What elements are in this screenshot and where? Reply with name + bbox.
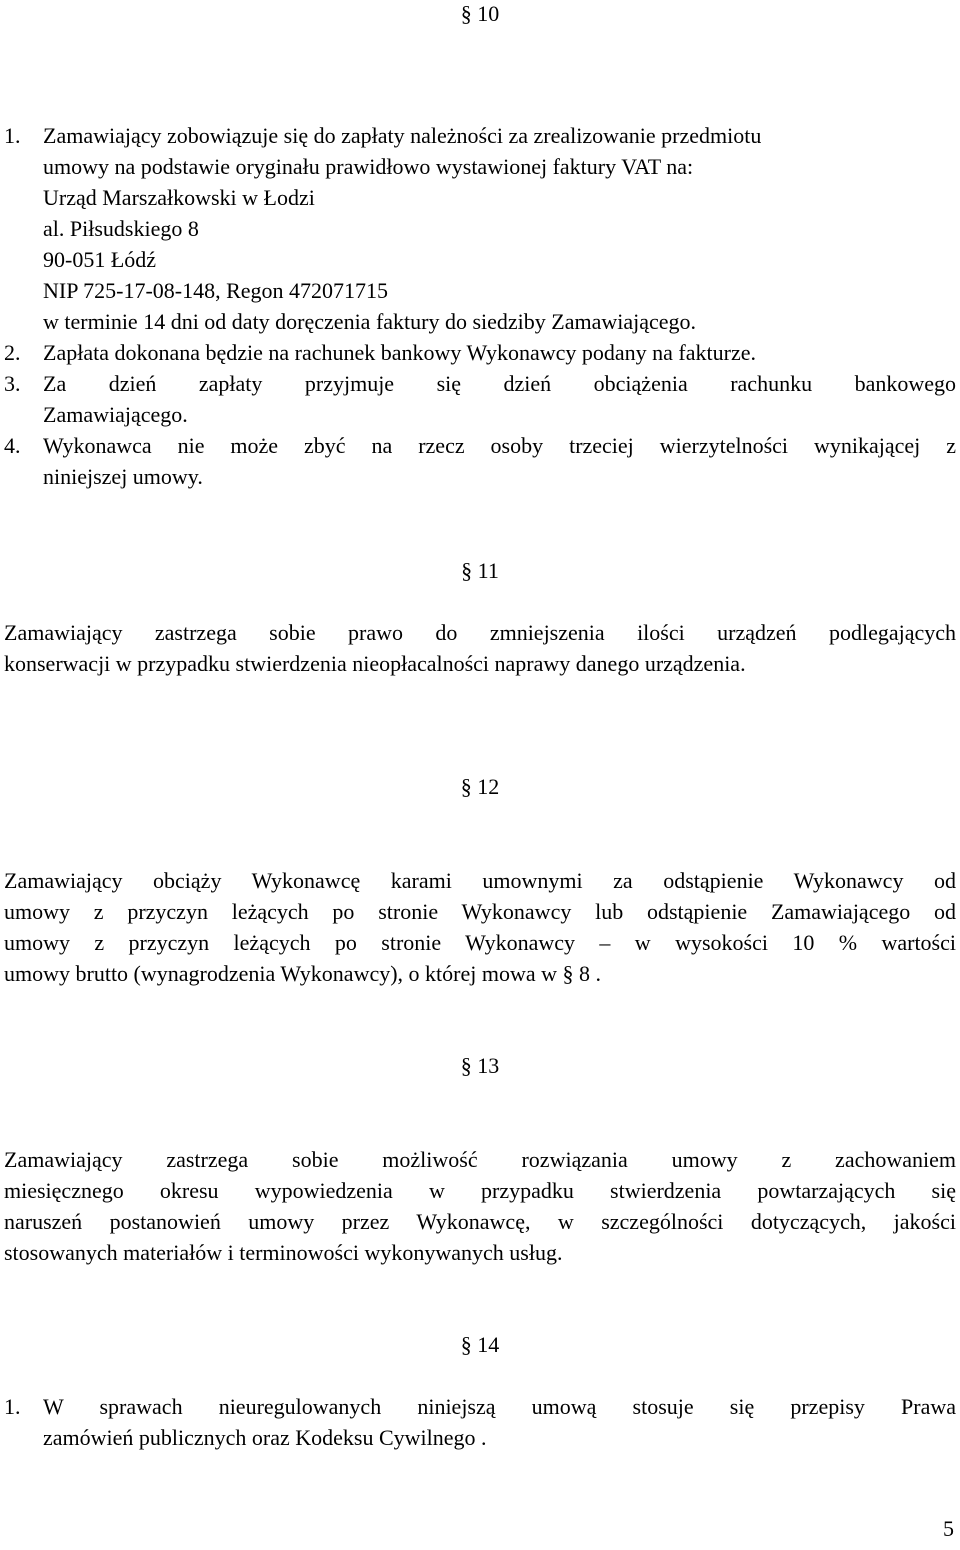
section-10-item-1	[4, 120, 956, 337]
section-10-item-2	[4, 337, 956, 368]
item-text	[43, 120, 956, 337]
section-heading-14: § 14	[460, 1332, 500, 1357]
section-10-item-3	[4, 368, 956, 430]
item-text	[43, 1391, 956, 1453]
section-14-item-1	[4, 1391, 956, 1453]
page-number: 5	[943, 1516, 954, 1541]
text-line: umowy brutto (wynagrodzenia Wykonawcy), o której mowa w § 8 .	[4, 961, 602, 986]
item-text	[43, 337, 956, 368]
text-line: Zamawiający zobowiązuje się do zapłaty należności za zrealizowanie przedmiotu	[43, 123, 762, 148]
text-line: Zamawiającego.	[43, 402, 188, 427]
item-text	[43, 368, 956, 430]
text-line: miesięcznego okresu wypowiedzenia w przypadku stwierdzenia powtarzających się	[4, 1178, 956, 1203]
item-number: 1.	[4, 1394, 21, 1419]
text-line: Urząd Marszałkowski w Łodzi	[43, 185, 315, 210]
section-10-item-4	[4, 430, 956, 492]
section-12-paragraph	[4, 865, 956, 989]
text-line: niniejszej umowy.	[43, 464, 203, 489]
section-heading-12: § 12	[460, 774, 500, 799]
section-heading-13: § 13	[460, 1053, 500, 1078]
text-line: naruszeń postanowień umowy przez Wykonawcę, w szczególności dotyczących, jakości	[4, 1209, 956, 1234]
text-line: zamówień publicznych oraz Kodeksu Cywilnego .	[43, 1425, 487, 1450]
text-line: Wykonawca nie może zbyć na rzecz osoby trzeciej wierzytelności wynikającej z	[43, 433, 956, 458]
text-line: stosowanych materiałów i terminowości wykonywanych usług.	[4, 1240, 563, 1265]
text-line: Zamawiający zastrzega sobie możliwość rozwiązania umowy z zachowaniem	[4, 1147, 956, 1172]
text-line: umowy z przyczyn leżących po stronie Wykonawcy – w wysokości 10 % wartości	[4, 930, 956, 955]
section-heading-11: § 11	[461, 558, 499, 583]
text-line: umowy z przyczyn leżących po stronie Wykonawcy lub odstąpienie Zamawiającego od	[4, 899, 956, 924]
text-line: umowy na podstawie oryginału prawidłowo wystawionej faktury VAT na:	[43, 154, 694, 179]
item-text	[43, 430, 956, 492]
item-number: 4.	[4, 433, 21, 458]
section-11-paragraph	[4, 617, 956, 679]
item-number: 3.	[4, 371, 21, 396]
text-line: al. Piłsudskiego 8	[43, 216, 199, 241]
text-line: 90-051 Łódź	[43, 247, 157, 272]
text-line: Zapłata dokonana będzie na rachunek bankowy Wykonawcy podany na fakturze.	[43, 340, 756, 365]
text-line: NIP 725-17-08-148, Regon 472071715	[43, 278, 389, 303]
item-number: 2.	[4, 340, 21, 365]
section-heading-10: § 10	[460, 1, 500, 26]
text-line: konserwacji w przypadku stwierdzenia nieopłacalności naprawy danego urządzenia.	[4, 651, 746, 676]
text-line: W sprawach nieuregulowanych niniejszą umową stosuje się przepisy Prawa	[43, 1394, 956, 1419]
text-line: Zamawiający zastrzega sobie prawo do zmniejszenia ilości urządzeń podlegających	[4, 620, 956, 645]
text-line: Zamawiający obciąży Wykonawcę karami umownymi za odstąpienie Wykonawcy od	[4, 868, 956, 893]
section-13-paragraph	[4, 1144, 956, 1268]
text-line: Za dzień zapłaty przyjmuje się dzień obciążenia rachunku bankowego	[43, 371, 956, 396]
item-number: 1.	[4, 123, 21, 148]
text-line: w terminie 14 dni od daty doręczenia faktury do siedziby Zamawiającego.	[43, 309, 697, 334]
